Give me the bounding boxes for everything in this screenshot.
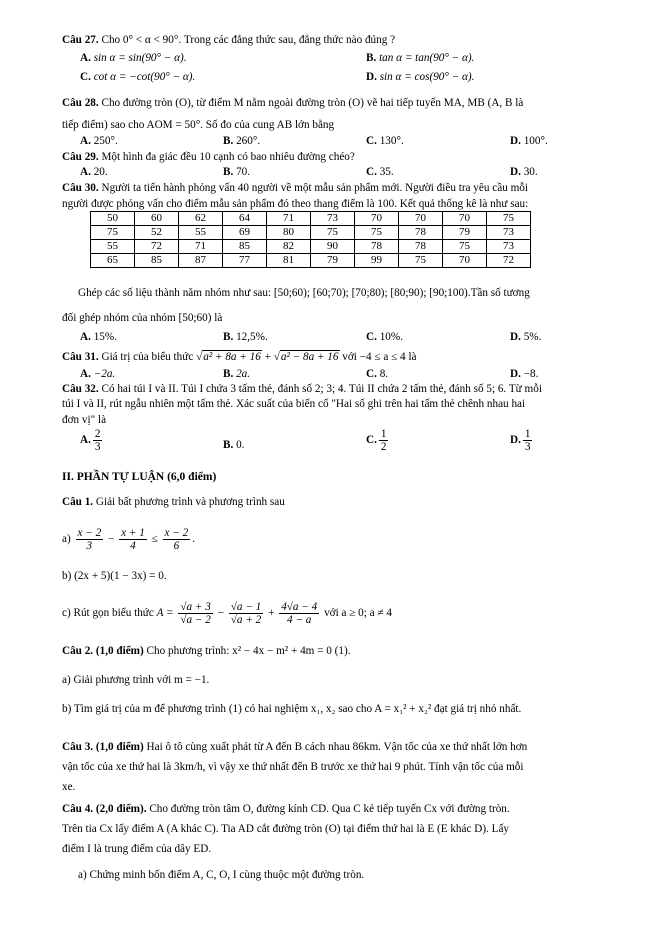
table-row bbox=[91, 212, 531, 226]
question-31 bbox=[62, 350, 417, 364]
question-stem: Câu 3. (1,0 điểm) bbox=[62, 741, 144, 753]
table-row bbox=[91, 240, 531, 254]
essay-4a: a) Chứng minh bốn điểm A, C, O, I cùng thuộc một đường tròn. bbox=[78, 869, 365, 881]
radical-2: √a² − 8a + 16 bbox=[273, 351, 339, 363]
table-cell: 73 bbox=[311, 212, 355, 226]
question-stem: Câu 2. (1,0 điểm) bbox=[62, 645, 144, 657]
question-stem: Câu 30. bbox=[62, 182, 99, 194]
option-d: D. 30. bbox=[510, 166, 538, 178]
statistics-table bbox=[90, 211, 531, 268]
question-30 bbox=[62, 181, 528, 195]
option-b: B. 260°. bbox=[223, 135, 261, 147]
group-text-2: đối ghép nhóm của nhóm [50;60) là bbox=[62, 312, 223, 324]
question-stem: Câu 4. (2,0 điểm). bbox=[62, 803, 147, 815]
essay-4-line2: Trên tia Cx lấy điểm A (A khác C). Tia AD cắt đường tròn (O) tại điểm thứ hai là E (E khác D). Lấy bbox=[62, 823, 510, 835]
table-row bbox=[91, 254, 531, 268]
group-text: Ghép các số liệu thành năm nhóm như sau: [50;60); [60;70); [70;80); [80;90); [90;100).Tần số tương bbox=[78, 287, 530, 299]
option-b: B. 12,5%. bbox=[223, 331, 268, 343]
question-32-line2: túi I và II, rút ngẫu nhiên một tấm thẻ. Xác suất của biến cố "Hai số ghi trên hai tấm thẻ chênh nhau hai bbox=[62, 398, 526, 410]
table-cell: 73 bbox=[487, 240, 531, 254]
option-d: D. −8. bbox=[510, 368, 539, 380]
option-a: A. 20. bbox=[80, 166, 108, 178]
question-28-line2: tiếp điểm) sao cho AOM = 50°. Số đo của cung AB lớn bằng bbox=[62, 119, 335, 131]
table-cell: 69 bbox=[223, 226, 267, 240]
option-a: A. 15%. bbox=[80, 331, 117, 343]
table-cell: 70 bbox=[443, 212, 487, 226]
essay-4-line3: điểm I là trung điểm của dây ED. bbox=[62, 843, 212, 855]
option-a: A. $\frac{2}{3}$ bbox=[80, 428, 101, 453]
part-2-title: II. PHẦN TỰ LUẬN (6,0 điểm) bbox=[62, 471, 217, 483]
essay-3-line3: xe. bbox=[62, 781, 76, 793]
question-stem: Câu 32. bbox=[62, 383, 99, 395]
question-28 bbox=[62, 96, 523, 110]
table-cell: 64 bbox=[223, 212, 267, 226]
table-cell: 79 bbox=[311, 254, 355, 268]
option-c: C. 10%. bbox=[366, 331, 403, 343]
table-cell: 82 bbox=[267, 240, 311, 254]
question-text: Cho phương trình: x² − 4x − m² + 4m = 0 (1). bbox=[146, 645, 351, 657]
question-stem: Câu 27. bbox=[62, 34, 99, 46]
table-cell: 75 bbox=[487, 212, 531, 226]
question-text: Hai ô tô cùng xuất phát từ A đến B cách nhau 86km. Vận tốc của xe thứ nhất lớn hơn bbox=[146, 741, 528, 753]
question-text: Người ta tiến hành phỏng vấn 40 người về một mẫu sản phẩm mới. Người điều tra yêu cầu mỗi bbox=[101, 182, 528, 194]
table-cell: 72 bbox=[135, 240, 179, 254]
question-stem: Câu 1. bbox=[62, 496, 94, 508]
option-a: A. sin α = sin(90° − α). bbox=[80, 52, 187, 64]
table-cell: 55 bbox=[91, 240, 135, 254]
table-cell: 50 bbox=[91, 212, 135, 226]
option-c: C. 8. bbox=[366, 368, 389, 380]
option-b: B. 0. bbox=[223, 439, 245, 451]
question-text: Cho đường tròn (O), từ điểm M nằm ngoài đường tròn (O) vẽ hai tiếp tuyến MA, MB (A, B là bbox=[101, 97, 524, 109]
table-cell: 85 bbox=[135, 254, 179, 268]
option-c: C. $\frac{1}{2}$ bbox=[366, 428, 387, 453]
essay-1c: c) Rút gọn biểu thức A = $\frac{√a + 3}{√a - 2}$ − $\frac{√a - 1}{√a + 2}$ + $\frac{4√a - 4}{4 - a}$ với a ≥ 0; a ≠ 4 bbox=[62, 601, 392, 626]
option-a: A. 250°. bbox=[80, 135, 118, 147]
question-text: Giá trị của biểu thức bbox=[101, 351, 194, 363]
table-cell: 78 bbox=[399, 226, 443, 240]
essay-question-1 bbox=[62, 495, 285, 509]
table-cell: 71 bbox=[179, 240, 223, 254]
table-cell: 52 bbox=[135, 226, 179, 240]
essay-question-4 bbox=[62, 802, 510, 816]
essay-1b: b) (2x + 5)(1 − 3x) = 0. bbox=[62, 570, 167, 582]
question-29 bbox=[62, 150, 355, 164]
option-c: C. cot α = −cot(90° − α). bbox=[80, 71, 196, 83]
table-cell: 62 bbox=[179, 212, 223, 226]
question-text: Có hai túi I và II. Túi I chứa 3 tấm thẻ, đánh số 2; 3; 4. Túi II chứa 2 tấm thẻ, đánh số 5; 6. Từ mỗi bbox=[101, 383, 542, 395]
table-row bbox=[91, 226, 531, 240]
table-cell: 71 bbox=[267, 212, 311, 226]
question-30-line2: người được phỏng vấn cho điểm mẫu sản phẩm đó theo thang điểm là 100. Kết quả thống kê là như sau: bbox=[62, 198, 529, 210]
question-text: Giải bất phương trình và phương trình sau bbox=[95, 496, 285, 508]
table-cell: 87 bbox=[179, 254, 223, 268]
option-a: A. −2a. bbox=[80, 368, 116, 380]
option-b: B. 70. bbox=[223, 166, 251, 178]
table-cell: 75 bbox=[91, 226, 135, 240]
option-d: D. $\frac{1}{3}$ bbox=[510, 428, 531, 453]
essay-question-2 bbox=[62, 644, 351, 658]
table-cell: 75 bbox=[311, 226, 355, 240]
question-stem: Câu 31. bbox=[62, 351, 99, 363]
option-d: D. sin α = cos(90° − α). bbox=[366, 71, 475, 83]
table-cell: 70 bbox=[355, 212, 399, 226]
essay-1a: a) $\frac{x - 2}{3}$ − $\frac{x + 1}{4}$ ≤ $\frac{x - 2}{6}$ . bbox=[62, 527, 196, 552]
option-c: C. 130°. bbox=[366, 135, 404, 147]
question-text: Cho đường tròn tâm O, đường kính CD. Qua C kẻ tiếp tuyến Cx với đường tròn. bbox=[149, 803, 510, 815]
table-cell: 75 bbox=[443, 240, 487, 254]
question-text-post: với −4 ≤ a ≤ 4 là bbox=[342, 351, 417, 363]
table-cell: 65 bbox=[91, 254, 135, 268]
table-cell: 81 bbox=[267, 254, 311, 268]
table-cell: 78 bbox=[355, 240, 399, 254]
table-cell: 79 bbox=[443, 226, 487, 240]
option-d: D. 100°. bbox=[510, 135, 548, 147]
table-cell: 99 bbox=[355, 254, 399, 268]
option-b: B. 2a. bbox=[223, 368, 251, 380]
option-c: C. 35. bbox=[366, 166, 394, 178]
question-32-line3: đơn vị" là bbox=[62, 414, 107, 426]
table-cell: 70 bbox=[399, 212, 443, 226]
radical-1: √a² + 8a + 16 bbox=[196, 351, 261, 363]
table-cell: 77 bbox=[223, 254, 267, 268]
question-27 bbox=[62, 33, 395, 47]
plus-sign: + bbox=[264, 351, 271, 363]
table-cell: 70 bbox=[443, 254, 487, 268]
table-cell: 75 bbox=[399, 254, 443, 268]
question-stem: Câu 29. bbox=[62, 151, 99, 163]
essay-question-3 bbox=[62, 740, 527, 754]
question-text: Cho 0° < α < 90°. Trong các đẳng thức sau, đẳng thức nào đúng ? bbox=[101, 34, 396, 46]
question-32 bbox=[62, 382, 542, 396]
essay-3-line2: vận tốc của xe thứ hai là 3km/h, vì vậy xe thứ nhất đến B trước xe thứ hai 9 phút. Tính vận tốc của mỗi bbox=[62, 761, 524, 773]
table-cell: 78 bbox=[399, 240, 443, 254]
table-cell: 73 bbox=[487, 226, 531, 240]
table-cell: 90 bbox=[311, 240, 355, 254]
table-cell: 55 bbox=[179, 226, 223, 240]
table-cell: 75 bbox=[355, 226, 399, 240]
question-text: Một hình đa giác đều 10 cạnh có bao nhiêu đường chéo? bbox=[101, 151, 355, 163]
table-cell: 72 bbox=[487, 254, 531, 268]
table-cell: 80 bbox=[267, 226, 311, 240]
essay-2a: a) Giải phương trình với m = −1. bbox=[62, 674, 210, 686]
table-cell: 60 bbox=[135, 212, 179, 226]
option-d: D. 5%. bbox=[510, 331, 542, 343]
essay-2b: b) Tìm giá trị của m để phương trình (1) có hai nghiệm x₁, x₂ sao cho A = x₁² + x₂² đạt giá trị nhỏ nhất. bbox=[62, 703, 522, 715]
table-cell: 85 bbox=[223, 240, 267, 254]
question-stem: Câu 28. bbox=[62, 97, 99, 109]
option-b: B. tan α = tan(90° − α). bbox=[366, 52, 475, 64]
